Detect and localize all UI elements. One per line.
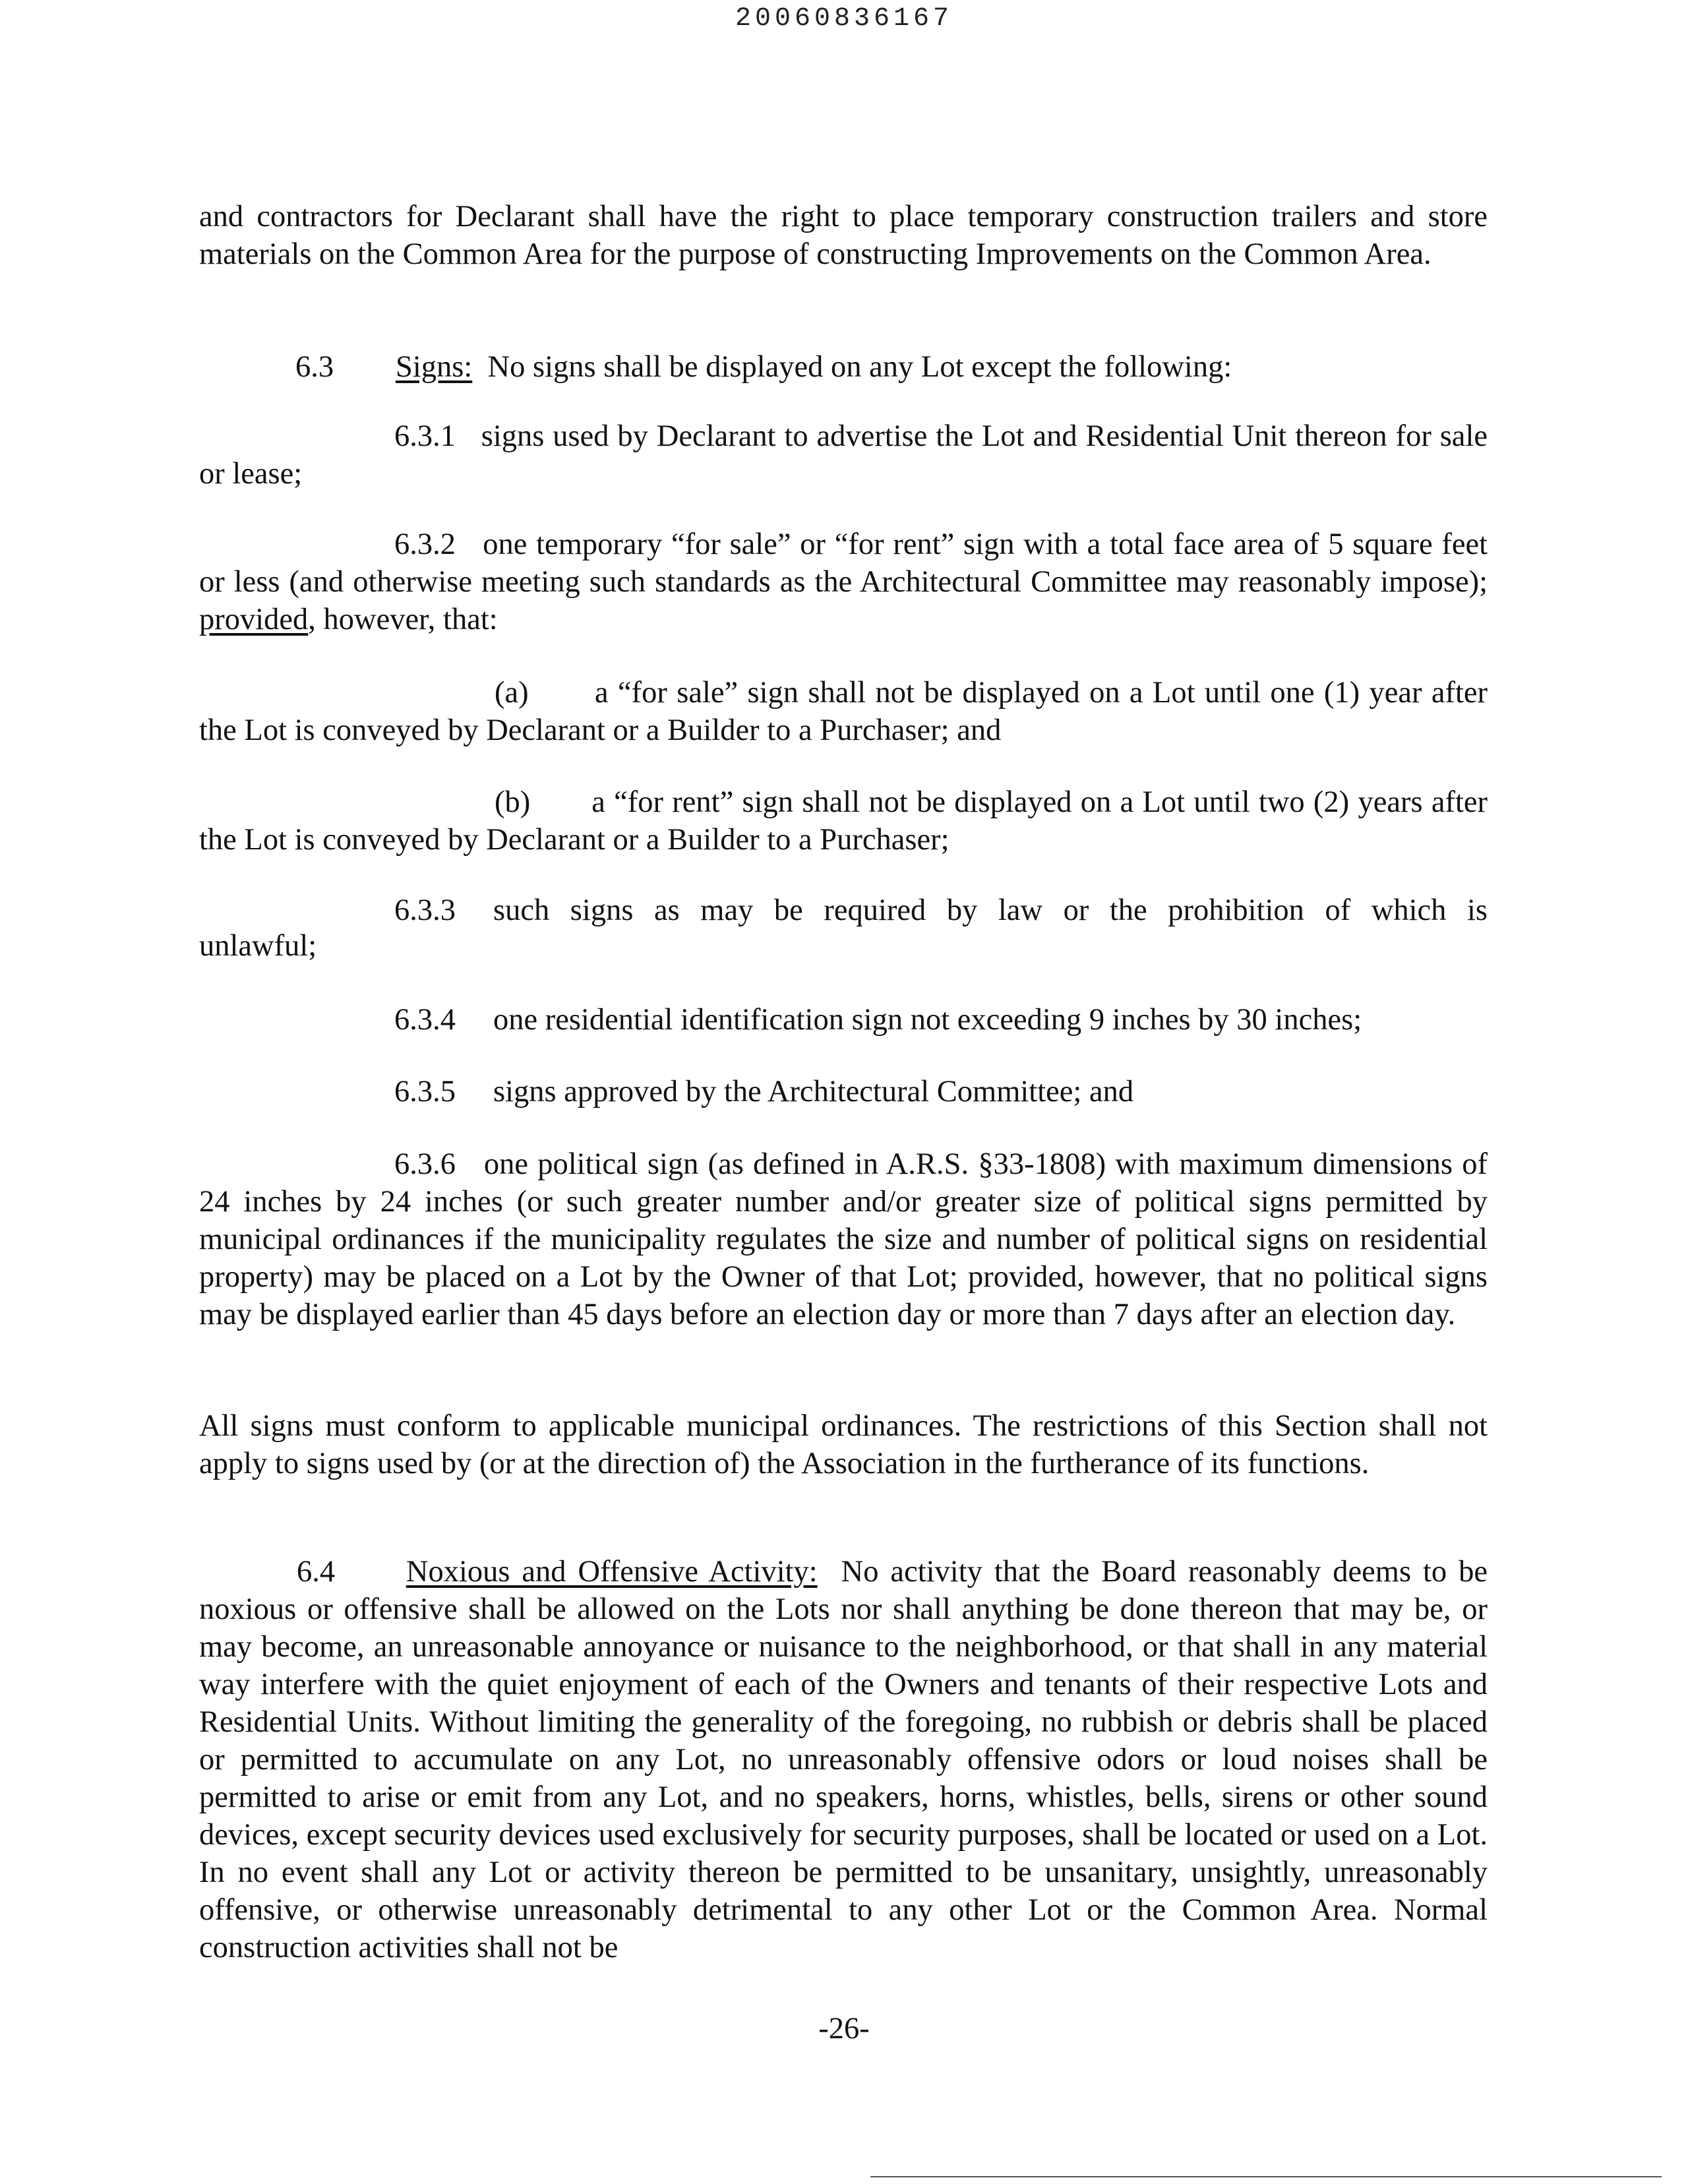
subsection-number: 6.3.1 xyxy=(394,419,456,453)
subsection-number: 6.3.2 xyxy=(394,528,456,561)
subsection-text: one temporary “for sale” or “for rent” sign with a total face area of 5 square feet or less (and otherwise meeting such standards as the Architectural Committee may reasonably impose); xyxy=(199,528,1488,599)
clause-label: (b) xyxy=(495,785,531,819)
subsection-number: 6.3.3 xyxy=(394,894,456,927)
clause-b xyxy=(199,783,1488,859)
subsection-text-cont: , however, that: xyxy=(308,603,498,636)
document-number: 20060836167 xyxy=(735,4,953,34)
section-text: No activity that the Board reasonably deems to be noxious or offensive shall be allowed on the Lots nor shall anything be done thereon that may be, or may become, an unreasonable annoyance or nuisance to the neighborhood, or that shall in any material way interfere with the quiet enjoyment of each of the Owners and tenants of their respective Lots and Residential Units. Without limiting the generality of the foregoing, no rubbish or debris shall be placed or permitted to accumulate on any Lot, no unreasonably offensive odors or loud noises shall be permitted to arise or emit from any Lot, and no speakers, horns, whistles, bells, sirens or other sound devices, except security devices used exclusively for security purposes, shall be located or used on a Lot. In no event shall any Lot or activity thereon be permitted to be unsanitary, unsightly, unreasonably offensive, or otherwise unreasonably detrimental to any other Lot or the Common Area. Normal construction activities shall not be xyxy=(199,1555,1488,1964)
section-title: Signs: xyxy=(396,350,473,384)
clause-text: a “for rent” sign shall not be displayed on a Lot until two (2) years after the Lot is conveyed by Declarant or a Builder to a Purchaser; xyxy=(199,785,1488,857)
provided-term: provided xyxy=(199,603,309,636)
subsection-text: such signs as may be required by law or the prohibition of which is xyxy=(493,894,1488,927)
subsection-text-cont: unlawful; xyxy=(199,929,317,963)
subsection-text: one political sign (as defined in A.R.S. §33-1808) with maximum dimensions of 24 inches by 24 inches (or such greater number and/or greater size of political signs permitted by municipal ordinances if the municipality regulates the size and number of political signs on residential property) may be placed on a Lot by the Owner of that Lot; provided, however, that no political signs may be displayed earlier than 45 days before an election day or more than 7 days after an election day. xyxy=(199,1147,1488,1331)
clause-text: a “for sale” sign shall not be displayed on a Lot until one (1) year after the Lot is conveyed by Declarant or a Builder to a Purchaser; and xyxy=(199,676,1488,747)
footer-divider xyxy=(870,2176,1662,2177)
section-6-3-6 xyxy=(199,1145,1488,1333)
section-6-4 xyxy=(199,1553,1488,1966)
section-number: 6.4 xyxy=(297,1555,336,1589)
subsection-number: 6.3.5 xyxy=(394,1075,456,1108)
section-6-3-5 xyxy=(0,1073,1688,1110)
subsection-text: one residential identification sign not exceeding 9 inches by 30 inches; xyxy=(493,1003,1362,1037)
subsection-text: signs approved by the Architectural Committee; and xyxy=(493,1075,1134,1108)
section-number: 6.3 xyxy=(295,350,334,384)
section-6-3-1 xyxy=(199,417,1488,493)
section-6-3 xyxy=(0,348,1688,386)
clause-label: (a) xyxy=(495,676,529,710)
subsection-number: 6.3.4 xyxy=(394,1003,456,1037)
section-6-3-4 xyxy=(0,1001,1688,1039)
subsection-number: 6.3.6 xyxy=(394,1147,456,1181)
section-text: No signs shall be displayed on any Lot except the following: xyxy=(487,350,1232,384)
section-heading-row xyxy=(396,348,1232,386)
section-title: Noxious and Offensive Activity: xyxy=(406,1555,818,1589)
subsection-text: signs used by Declarant to advertise the Lot and Residential Unit thereon for sale or lease; xyxy=(199,419,1488,491)
section-6-3-3 xyxy=(0,892,1688,971)
paragraph-intro: and contractors for Declarant shall have the right to place temporary construction trailers and store materials on the Common Area for the purpose of constructing Improvements on the Common Area. xyxy=(199,200,1488,271)
paragraph-all-signs: All signs must conform to applicable municipal ordinances. The restrictions of this Section shall not apply to signs used by (or at the direction of) the Association in the furtherance of its functions. xyxy=(199,1409,1488,1480)
clause-a xyxy=(199,674,1488,749)
section-6-3-2 xyxy=(199,526,1488,638)
page-number: -26- xyxy=(818,2012,870,2046)
